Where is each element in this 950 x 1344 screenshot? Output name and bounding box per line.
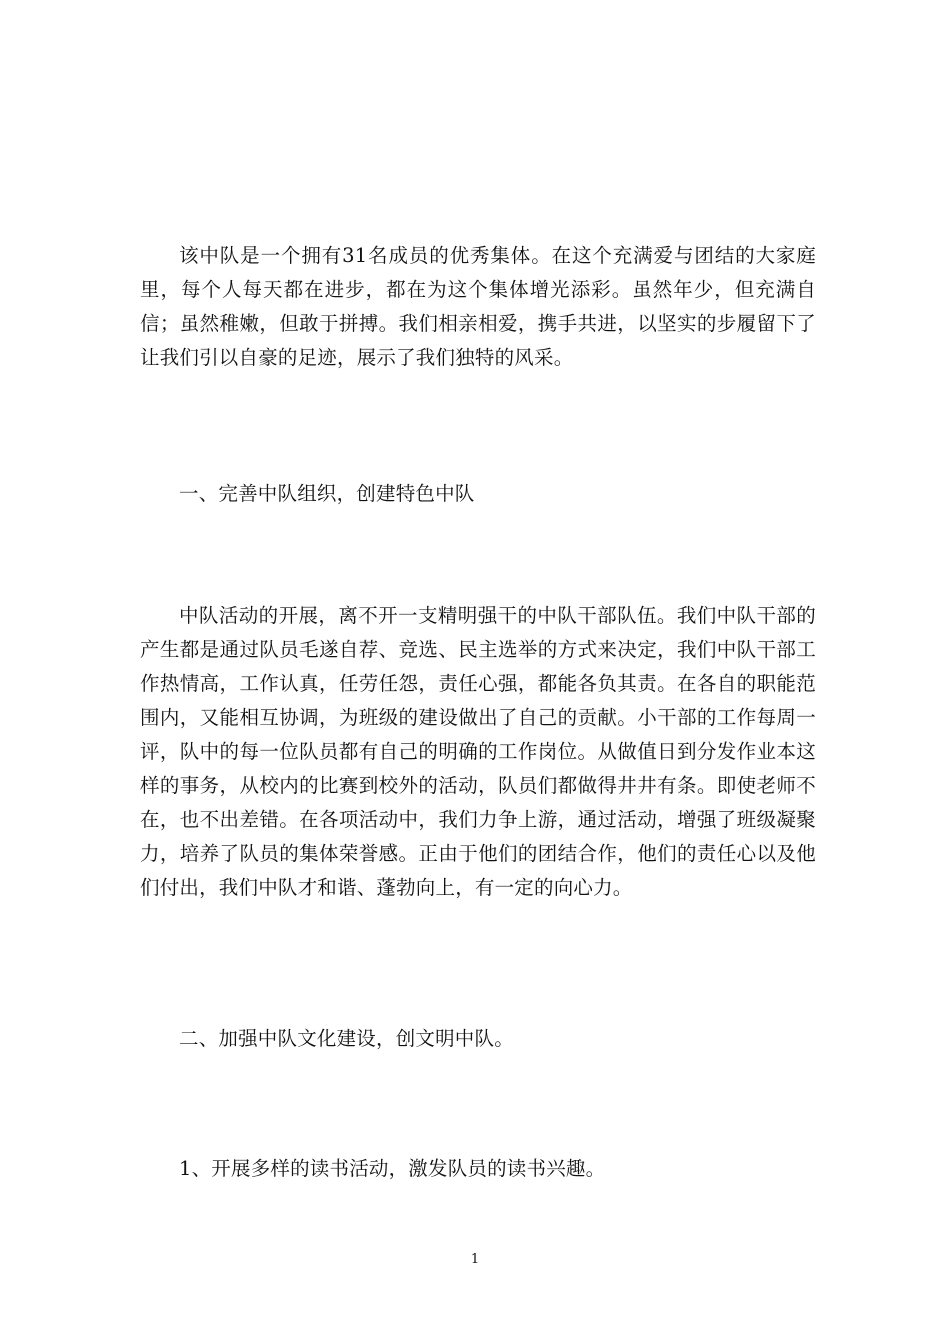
section-heading-2: 二、加强中队文化建设，创文明中队。 — [179, 1027, 514, 1050]
page-number: 1 — [470, 1252, 480, 1267]
intro-paragraph: 该中队是一个拥有31名成员的优秀集体。在这个充满爱与团结的大家庭里，每个人每天都在进步，都在为这个集体增光添彩。虽然年少，但充满自信；虽然稚嫩，但敢于拼搏。我们相亲相爱，携手共进，以坚实的步履留下了让我们引以自豪的足迹，展示了我们独特的风采。 — [140, 244, 816, 369]
section-heading-1: 一、完善中队组织，创建特色中队 — [179, 482, 475, 505]
subsection-item-1: 1、开展多样的读书活动，激发队员的读书兴趣。 — [179, 1157, 606, 1180]
cadre-paragraph: 中队活动的开展，离不开一支精明强干的中队干部队伍。我们中队干部的产生都是通过队员毛遂自荐、竞选、民主选举的方式来决定，我们中队干部工作热情高，工作认真，任劳任怨，责任心强，都能各负其责。在各自的职能范围内，又能相互协调，为班级的建设做出了自己的贡献。小干部的工作每周一评，队中的每一位队员都有自己的明确的工作岗位。从做值日到分发作业本这样的事务，从校内的比赛到校外的活动，队员们都做得井井有条。即使老师不在，也不出差错。在各项活动中，我们力争上游，通过活动，增强了班级凝聚力，培养了队员的集体荣誉感。正由于他们的团结合作，他们的责任心以及他们付出，我们中队才和谐、蓬勃向上，有一定的向心力。 — [140, 604, 816, 899]
